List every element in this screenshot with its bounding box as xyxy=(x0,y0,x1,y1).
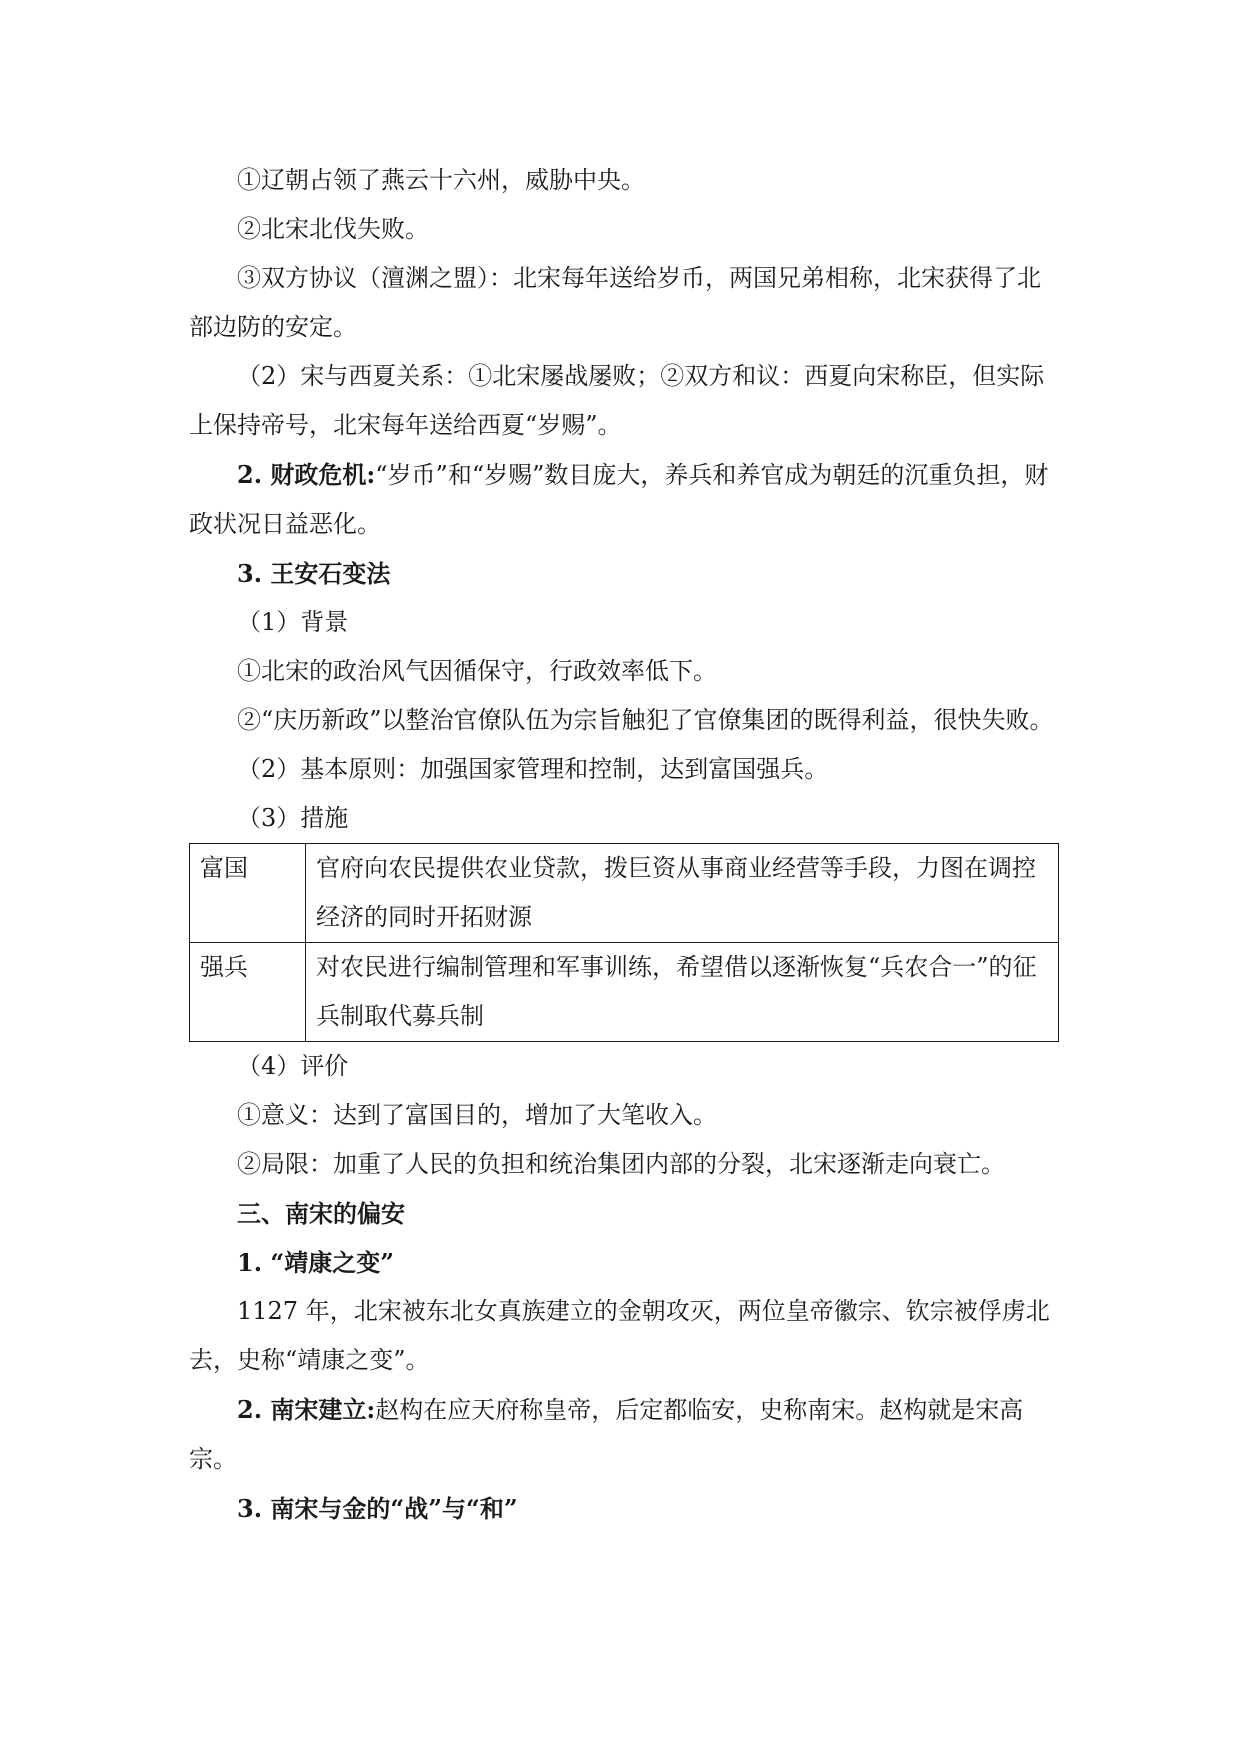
paragraph-chanyuan-treaty: ③双方协议（澶渊之盟）：北宋每年送给岁币，两国兄弟相称，北宋获得了北部边防的安定。 xyxy=(189,264,1041,341)
reform-heading: 3. 王安石变法 xyxy=(237,559,391,588)
paragraph-liao-occupation: ①辽朝占领了燕云十六州，威胁中央。 xyxy=(237,166,645,194)
reform-evaluation-label: （4）评价 xyxy=(237,1052,349,1080)
jingkang-heading: 1. “靖康之变” xyxy=(237,1248,395,1277)
reform-evaluation-1: ①意义：达到了富国目的，增加了大笔收入。 xyxy=(237,1101,717,1129)
reform-evaluation-2: ②局限：加重了人民的负担和统治集团内部的分裂，北宋逐渐走向衰亡。 xyxy=(237,1150,1005,1178)
reform-principle: （2）基本原则：加强国家管理和控制，达到富国强兵。 xyxy=(237,755,829,783)
section-title: 三、南宋的偏安 xyxy=(237,1199,405,1228)
finance-text: “岁币”和“岁赐”数目庞大，养兵和养官成为朝廷的沉重负担，财政状况日益恶化。 xyxy=(189,461,1049,538)
paragraph-northern-expedition: ②北宋北伐失败。 xyxy=(237,215,429,243)
reform-measures-label: （3）措施 xyxy=(237,804,349,832)
table-cell-label: 强兵 xyxy=(190,943,306,1042)
paragraph-western-xia: （2）宋与西夏关系：①北宋屡战屡败；②双方和议：西夏向宋称臣，但实际上保持帝号，北宋每年送给西夏“岁赐”。 xyxy=(189,362,1045,439)
founding-text: 赵构在应天府称皇帝，后定都临安，史称南宋。赵构就是宋高宗。 xyxy=(189,1396,1024,1473)
table-cell-content: 官府向农民提供农业贷款，拨巨资从事商业经营等手段，力图在调控经济的同时开拓财源 xyxy=(306,844,1059,943)
table-row xyxy=(190,943,1059,1042)
war-peace-heading: 3. 南宋与金的“战”与“和” xyxy=(237,1494,518,1523)
paragraph-finance-crisis xyxy=(189,450,1059,549)
table-row xyxy=(190,844,1059,943)
table-cell-label: 富国 xyxy=(190,844,306,943)
reform-background-label: （1）背景 xyxy=(237,608,349,636)
paragraph-southern-song-founding xyxy=(189,1385,1059,1484)
jingkang-text: 1127 年，北宋被东北女真族建立的金朝攻灭，两位皇帝徽宗、钦宗被俘虏北去，史称“靖康之变”。 xyxy=(189,1297,1050,1374)
reform-background-2: ②“庆历新政”以整治官僚队伍为宗旨触犯了官僚集团的既得利益，很快失败。 xyxy=(237,706,1054,734)
founding-heading: 2. 南宋建立: xyxy=(237,1395,376,1424)
table-cell-content: 对农民进行编制管理和军事训练，希望借以逐渐恢复“兵农合一”的征兵制取代募兵制 xyxy=(306,943,1059,1042)
measures-table xyxy=(189,843,1059,1042)
document-page xyxy=(189,156,1059,1533)
reform-background-1: ①北宋的政治风气因循保守，行政效率低下。 xyxy=(237,657,717,685)
finance-heading: 2. 财政危机: xyxy=(237,460,376,489)
